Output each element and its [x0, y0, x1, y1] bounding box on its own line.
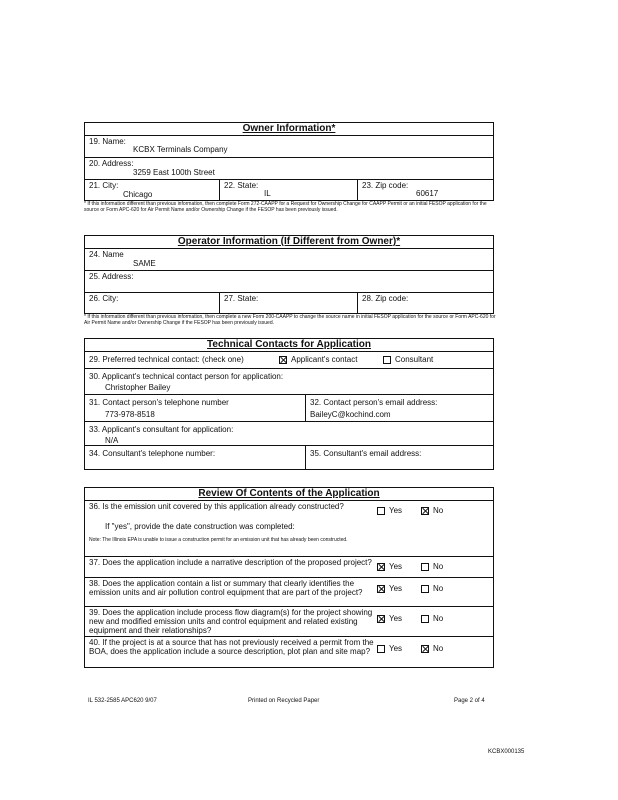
operator-information-table [84, 235, 494, 314]
operator-note: * If this information different than previous information, then complete a new Form 200-CAAPP to change the source name in initial FESOP application for the source or Form APC-620 for Air Permit Name and/or Ownership Change if the FESOP has been previously issued. [84, 314, 496, 326]
q39-no-option[interactable] [421, 614, 443, 623]
operator-city-label: 26. City: [89, 294, 119, 303]
q39-yes-checkbox[interactable] [377, 615, 385, 623]
operator-zip-label: 28. Zip code: [362, 294, 409, 303]
q29-row [85, 352, 493, 369]
q30-value[interactable]: Christopher Bailey [105, 383, 171, 392]
owner-name-value[interactable]: KCBX Terminals Company [133, 145, 228, 154]
q38-no-checkbox[interactable] [421, 585, 429, 593]
q38-no-label: No [433, 584, 444, 593]
q38-yes-label: Yes [389, 584, 403, 593]
q34-label: 34. Consultant's telephone number: [89, 449, 216, 458]
q37-yes-checkbox[interactable] [377, 563, 385, 571]
q40-no-checkbox[interactable] [421, 645, 429, 653]
q37-yes-label: Yes [389, 562, 403, 571]
q34-q35-row [85, 446, 493, 469]
q36-row [85, 501, 493, 557]
q33-value[interactable]: N/A [105, 436, 119, 445]
operator-name-label: 24. Name [89, 250, 124, 259]
q29-consultant-checkbox[interactable] [383, 356, 391, 364]
owner-name-label: 19. Name: [89, 137, 126, 146]
operator-name-row [85, 249, 493, 271]
q40-no-option[interactable] [421, 644, 443, 653]
operator-name-value[interactable]: SAME [133, 259, 156, 268]
q31-label: 31. Contact person's telephone number [89, 398, 229, 407]
q31-q32-row [85, 395, 493, 422]
q37-no-checkbox[interactable] [421, 563, 429, 571]
q39-no-checkbox[interactable] [421, 615, 429, 623]
q40-row [85, 637, 493, 667]
q39-question: 39. Does the application include process flow diagram(s) for the project showing new and modified emission units and control equipment and related existing equipment and their relationships? [89, 608, 373, 635]
q36-no-option[interactable] [421, 506, 443, 515]
q33-label: 33. Applicant's consultant for application: [89, 425, 234, 434]
q36-note: Note: The Illinois EPA is unable to issue a construction permit for an emission unit that has already been constructed. [89, 537, 348, 543]
bates-number: KCBX000135 [488, 749, 525, 755]
owner-address-label: 20. Address: [89, 159, 134, 168]
footer-recycled: Printed on Recycled Paper [248, 698, 320, 704]
q35-label: 35. Consultant's email address: [310, 449, 422, 458]
q40-question: 40. If the project is at a source that has not previously received a permit from the BOA, does the application include a source description, plot plan and site map? [89, 638, 374, 656]
q39-row [85, 607, 493, 637]
q29-consultant-option[interactable] [383, 355, 433, 364]
q32-label: 32. Contact person's email address: [310, 398, 438, 407]
q36-no-checkbox[interactable] [421, 507, 429, 515]
owner-zip-value[interactable]: 60617 [416, 189, 439, 198]
q37-no-label: No [433, 562, 444, 571]
owner-address-row [85, 158, 493, 180]
footer-form-id: IL 532-2585 APC620 9/07 [88, 698, 157, 704]
operator-state-label: 27. State: [224, 294, 259, 303]
q39-yes-option[interactable] [377, 614, 402, 623]
q37-question: 37. Does the application include a narrative description of the proposed project? [89, 558, 372, 567]
q37-no-option[interactable] [421, 562, 443, 571]
q32-value[interactable]: BaileyC@kochind.com [310, 410, 391, 419]
q33-row [85, 422, 493, 446]
operator-address-row [85, 271, 493, 293]
q38-row [85, 578, 493, 607]
q37-yes-option[interactable] [377, 562, 402, 571]
q38-yes-checkbox[interactable] [377, 585, 385, 593]
owner-city-row [85, 180, 493, 200]
owner-address-value[interactable]: 3259 East 100th Street [133, 168, 215, 177]
q31-value[interactable]: 773-978-8518 [105, 410, 155, 419]
q38-yes-option[interactable] [377, 584, 402, 593]
q29-label: 29. Preferred technical contact: (check one) [89, 355, 244, 364]
q38-question: 38. Does the application contain a list or summary that clearly identifies the emission units and air pollution control equipment that are part of the project? [89, 579, 363, 597]
review-header: Review Of Contents of the Application [85, 488, 493, 501]
operator-city-row [85, 293, 493, 313]
review-contents-table [84, 487, 494, 668]
q29-applicant-label: Applicant's contact [291, 355, 358, 364]
technical-contacts-table [84, 338, 494, 470]
owner-information-table [84, 122, 494, 201]
owner-header: Owner Information* [85, 123, 493, 136]
q39-yes-label: Yes [389, 614, 403, 623]
q36-yes-label: Yes [389, 506, 403, 515]
operator-address-label: 25. Address: [89, 272, 134, 281]
footer-page-number: Page 2 of 4 [454, 698, 485, 704]
q30-row [85, 369, 493, 395]
q38-no-option[interactable] [421, 584, 443, 593]
q36-question: 36. Is the emission unit covered by this application already constructed? [89, 502, 344, 511]
q39-no-label: No [433, 614, 444, 623]
q29-consultant-label: Consultant [395, 355, 434, 364]
owner-state-value[interactable]: IL [264, 189, 271, 198]
q36-yes-option[interactable] [377, 506, 402, 515]
q40-no-label: No [433, 644, 444, 653]
q29-applicant-checkbox[interactable] [279, 356, 287, 364]
owner-city-value[interactable]: Chicago [123, 190, 153, 199]
owner-zip-label: 23. Zip code: [362, 181, 409, 190]
q40-yes-checkbox[interactable] [377, 645, 385, 653]
operator-header: Operator Information (If Different from Owner)* [85, 236, 493, 249]
owner-city-label: 21. City: [89, 181, 119, 190]
q29-applicant-option[interactable] [279, 355, 357, 364]
owner-state-label: 22. State: [224, 181, 259, 190]
q30-label: 30. Applicant's technical contact person for application: [89, 372, 284, 381]
owner-note: * If this information different than previous information, then complete Form 272-CAAPP for a Request for Ownership Change for CAAPP Permit or an initial FESOP application for the source or Form APC-620 for Air Permit Name and/or Ownership Change if the FESOP has been previously issued. [84, 201, 487, 213]
q40-yes-label: Yes [389, 644, 403, 653]
q36-yes-checkbox[interactable] [377, 507, 385, 515]
q40-yes-option[interactable] [377, 644, 402, 653]
q36-sub-question: If "yes", provide the date construction was completed: [105, 522, 295, 531]
q37-row [85, 557, 493, 578]
technical-header: Technical Contacts for Application [85, 339, 493, 352]
owner-name-row [85, 136, 493, 158]
q36-no-label: No [433, 506, 444, 515]
